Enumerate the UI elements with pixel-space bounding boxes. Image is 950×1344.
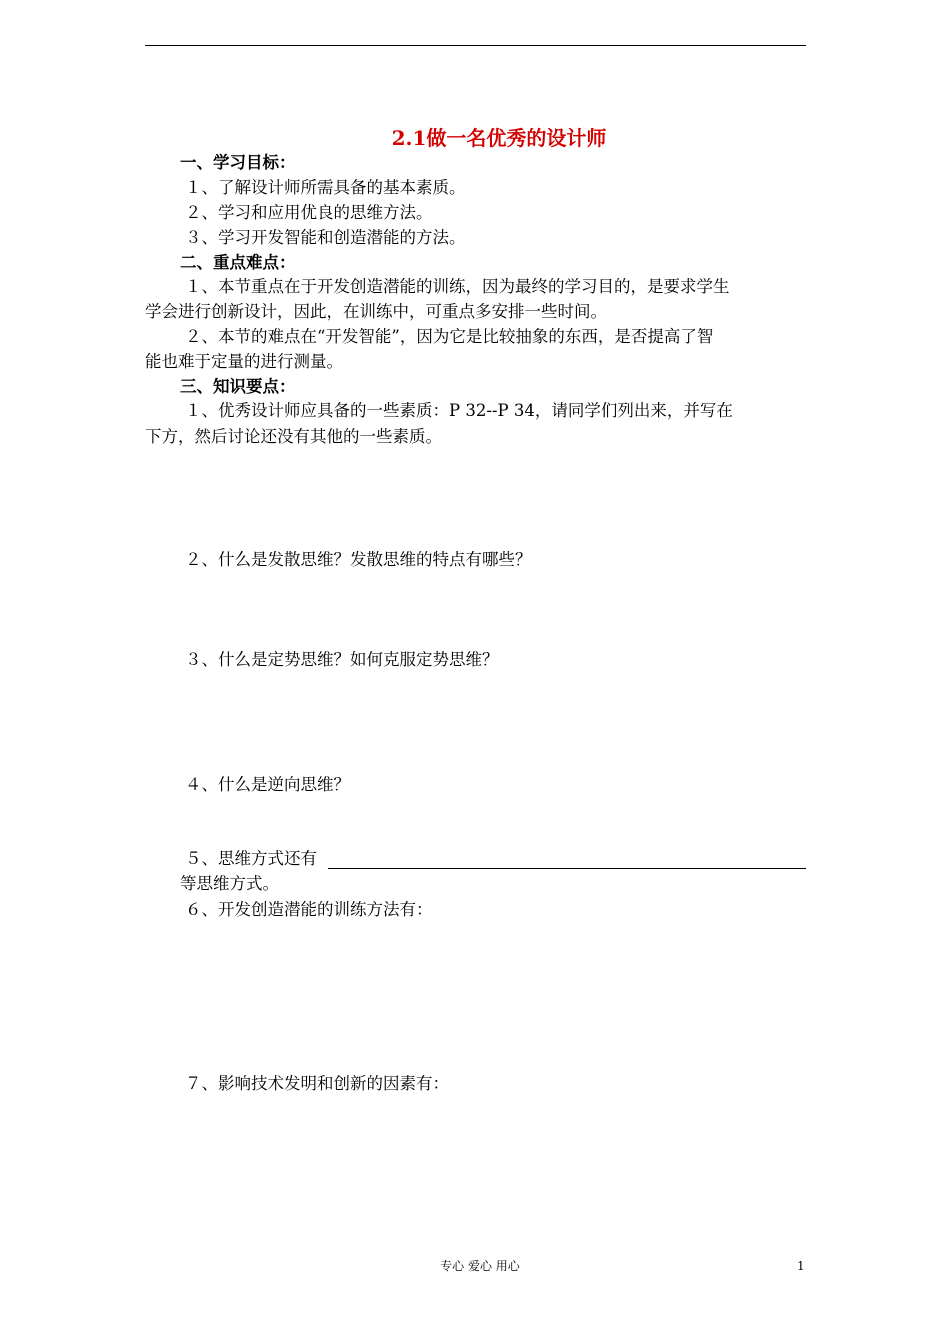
footer-motto: 专心 爱心 用心 (440, 1259, 520, 1273)
header-rule (145, 45, 806, 46)
goal-item-3: ３、学习开发智能和创造潜能的方法。 (185, 228, 466, 247)
goal-item-2: ２、学习和应用优良的思维方法。 (185, 203, 433, 222)
section-heading-learning-goals: 一、学习目标： (180, 153, 296, 172)
question-2: ２、什么是发散思维？发散思维的特点有哪些？ (185, 550, 532, 569)
question-3: ３、什么是定势思维？如何克服定势思维？ (185, 650, 499, 669)
fill-in-blank-line (328, 868, 806, 869)
key-point-1-line-2: 学会进行创新设计，因此，在训练中，可重点多安排一些时间。 (145, 302, 607, 321)
document-title: 2.1做一名优秀的设计师 (391, 126, 607, 150)
section-heading-knowledge: 三、知识要点： (180, 377, 296, 396)
key-point-2-line-1: ２、本节的难点在“开发智能”，因为它是比较抽象的东西，是否提高了智 (185, 327, 714, 346)
question-7: ７、影响技术发明和创新的因素有： (185, 1074, 449, 1093)
key-point-2-line-2: 能也难于定量的进行测量。 (145, 352, 343, 371)
question-6: ６、开发创造潜能的训练方法有： (185, 900, 433, 919)
knowledge-item-1-line-1: １、优秀设计师应具备的一些素质：P 32--P 34，请同学们列出来，并写在 (185, 401, 733, 420)
question-5-suffix: 等思维方式。 (180, 874, 279, 893)
goal-item-1: １、了解设计师所需具备的基本素质。 (185, 178, 466, 197)
key-point-1-line-1: １、本节重点在于开发创造潜能的训练，因为最终的学习目的，是要求学生 (185, 277, 730, 296)
section-heading-key-points: 二、重点难点： (180, 253, 296, 272)
question-4: ４、什么是逆向思维？ (185, 775, 350, 794)
page-number: 1 (797, 1259, 805, 1273)
knowledge-item-1-line-2: 下方，然后讨论还没有其他的一些素质。 (145, 427, 442, 446)
question-5-prefix: ５、思维方式还有 (185, 849, 317, 868)
